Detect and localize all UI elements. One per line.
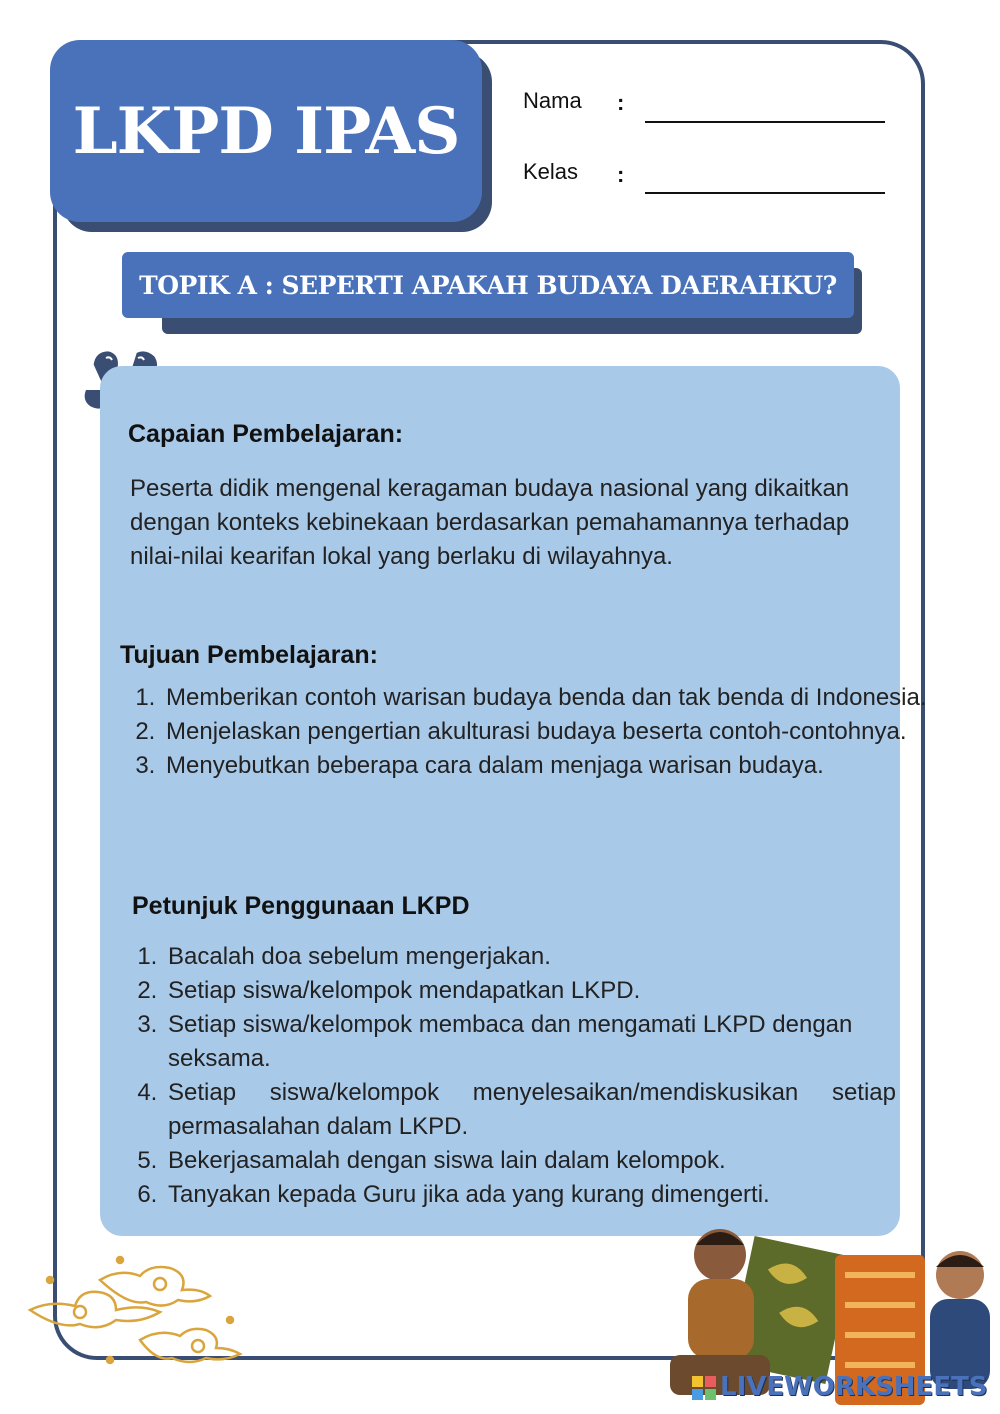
capaian-heading: Capaian Pembelajaran: xyxy=(128,420,404,448)
list-item: 5. Bekerjasamalah dengan siswa lain dalam kelompok. xyxy=(164,1144,896,1178)
list-item: 2. Menjelaskan pengertian akulturasi budaya beserta contoh-contohnya. xyxy=(162,715,928,749)
capaian-text: Peserta didik mengenal keragaman budaya nasional yang dikaitkan dengan konteks kebinekaan berdasarkan pemahamannya terhadap nilai-nilai kearifan lokal yang berlaku di wilayahnya. xyxy=(130,475,850,570)
list-item: 3. Menyebutkan beberapa cara dalam menjaga warisan budaya. xyxy=(162,749,928,783)
petunjuk-list xyxy=(122,940,896,1212)
tujuan-heading: Tujuan Pembelajaran: xyxy=(120,641,378,669)
name-field[interactable] xyxy=(645,121,885,123)
name-label: Nama xyxy=(523,88,582,113)
list-item: 4. Setiap siswa/kelompok menyelesaikan/mendiskusikan setiap permasalahan dalam LKPD. xyxy=(164,1076,896,1144)
class-colon: : xyxy=(617,162,625,187)
list-item: 3. Setiap siswa/kelompok membaca dan mengamati LKPD dengan seksama. xyxy=(164,1008,896,1076)
list-item: 6. Tanyakan kepada Guru jika ada yang kurang dimengerti. xyxy=(164,1178,896,1212)
liveworksheets-logo-icon xyxy=(692,1376,716,1400)
topic-banner xyxy=(122,252,854,318)
topic-title: TOPIK A : SEPERTI APAKAH BUDAYA DAERAHKU? xyxy=(139,270,837,300)
cloud-ornament-icon xyxy=(20,1240,270,1380)
petunjuk-heading: Petunjuk Penggunaan LKPD xyxy=(132,892,470,920)
watermark: LIVEWORKSHEETS xyxy=(720,1372,988,1402)
page-title: LKPD IPAS xyxy=(72,93,460,169)
list-item: 1. Bacalah doa sebelum mengerjakan. xyxy=(164,940,896,974)
name-colon: : xyxy=(617,90,625,115)
class-label: Kelas xyxy=(523,159,579,184)
tujuan-list xyxy=(120,681,928,783)
list-item: 1. Memberikan contoh warisan budaya benda dan tak benda di Indonesia. xyxy=(162,681,928,715)
list-item: 2. Setiap siswa/kelompok mendapatkan LKPD. xyxy=(164,974,896,1008)
title-banner xyxy=(50,40,482,222)
class-field[interactable] xyxy=(645,192,885,194)
